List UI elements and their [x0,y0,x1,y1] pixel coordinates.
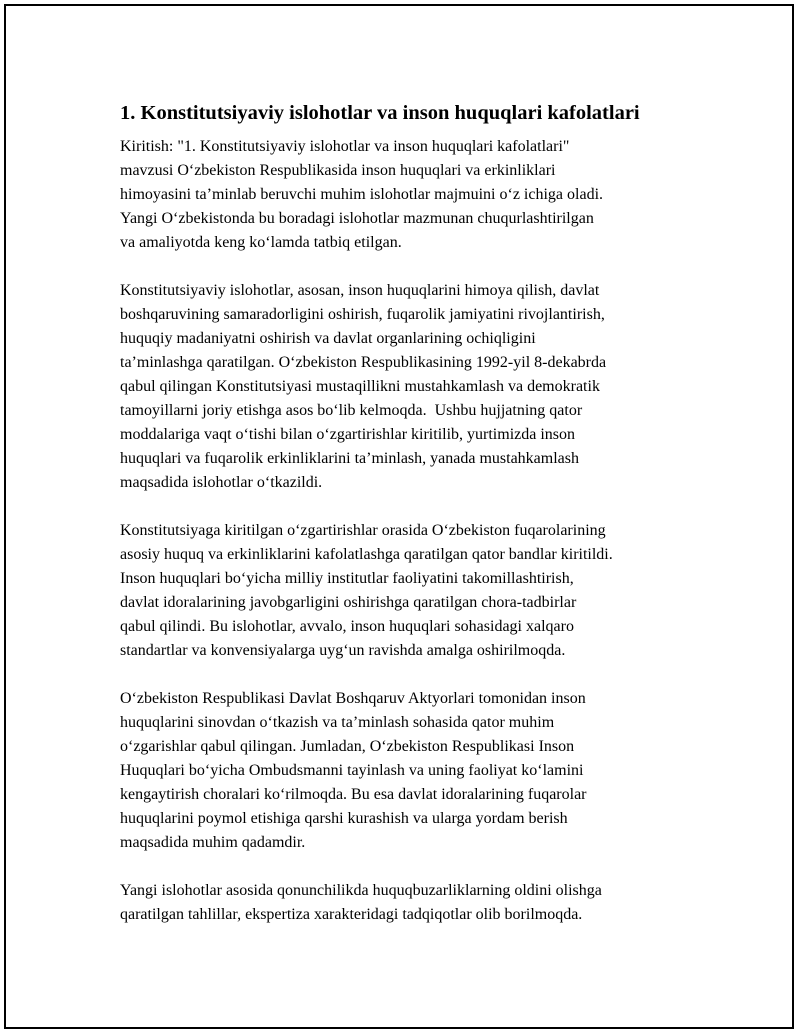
text-line: standartlar va konvensiyalarga uyg‘un ravishda amalga oshirilmoqda. [120,642,566,659]
text-line: ta’minlashga qaratilgan. O‘zbekiston Respublikasining 1992-yil 8-dekabrda [120,354,607,371]
text-line: davlat idoralarining javobgarligini oshirishga qaratilgan chora-tadbirlar [120,594,577,611]
page-title: 1. Konstitutsiyaviy islohotlar va inson huquqlari kafolatlari [120,102,640,124]
text-line: qabul qilingan Konstitutsiyasi mustaqillikni mustahkamlash va demokratik [120,378,600,395]
paragraph [120,687,700,855]
text-line: Konstitutsiyaviy islohotlar, asosan, inson huquqlarini himoya qilish, davlat [120,282,600,299]
text-line: huquqiy madaniyatni oshirish va davlat organlarining ochiqligini [120,330,536,347]
text-line: Yangi O‘zbekistonda bu boradagi islohotlar mazmunan chuqurlashtirilgan [120,210,594,227]
text-line: huquqlarini poymol etishiga qarshi kurashish va ularga yordam berish [120,810,568,827]
text-line: tamoyillarni joriy etishga asos bo‘lib kelmoqda. Ushbu hujjatning qator [120,402,583,419]
text-line: va amaliyotda keng ko‘lamda tatbiq etilgan. [120,234,402,251]
text-line: Konstitutsiyaga kiritilgan o‘zgartirishlar orasida O‘zbekiston fuqarolarining [120,522,606,539]
text-line: Kiritish: "1. Konstitutsiyaviy islohotlar va inson huquqlari kafolatlari" [120,138,570,155]
paragraph [120,879,700,927]
paragraph-list [120,135,700,927]
paragraph [120,279,700,495]
paragraph [120,519,700,663]
text-line: moddalariga vaqt o‘tishi bilan o‘zgartirishlar kiritilib, yurtimizda inson [120,426,576,443]
text-line: mavzusi O‘zbekiston Respublikasida inson huquqlari va erkinliklari [120,162,556,179]
text-line: huquqlari va fuqarolik erkinliklarini ta’minlash, yanada mustahkamlash [120,450,579,467]
text-line: boshqaruvining samaradorligini oshirish, fuqarolik jamiyatini rivojlantirish, [120,306,605,323]
text-line: maqsadida muhim qadamdir. [120,834,306,851]
document-body [120,100,700,951]
text-line: asosiy huquq va erkinliklarini kafolatlashga qaratilgan qator bandlar kiritildi. [120,546,613,563]
text-line: Yangi islohotlar asosida qonunchilikda huquqbuzarliklarning oldini olishga [120,882,602,899]
text-line: O‘zbekiston Respublikasi Davlat Boshqaruv Aktyorlari tomonidan inson [120,690,586,707]
text-line: Huquqlari bo‘yicha Ombudsmanni tayinlash va uning faoliyat ko‘lamini [120,762,584,779]
text-line: o‘zgarishlar qabul qilingan. Jumladan, O‘zbekiston Respublikasi Inson [120,738,575,755]
text-line: maqsadida islohotlar o‘tkazildi. [120,474,323,491]
text-line: qabul qilindi. Bu islohotlar, avvalo, inson huquqlari sohasidagi xalqaro [120,618,574,635]
text-line: Inson huquqlari bo‘yicha milliy institutlar faoliyatini takomillashtirish, [120,570,574,587]
text-line: qaratilgan tahlillar, ekspertiza xarakteridagi tadqiqotlar olib borilmoqda. [120,906,583,923]
text-line: kengaytirish choralari ko‘rilmoqda. Bu esa davlat idoralarining fuqarolar [120,786,587,803]
document-page [4,4,794,1029]
paragraph [120,135,700,255]
text-line: himoyasini ta’minlab beruvchi muhim islohotlar majmuini o‘z ichiga oladi. [120,186,604,203]
text-line: huquqlarini sinovdan o‘tkazish va ta’minlash sohasida qator muhim [120,714,555,731]
